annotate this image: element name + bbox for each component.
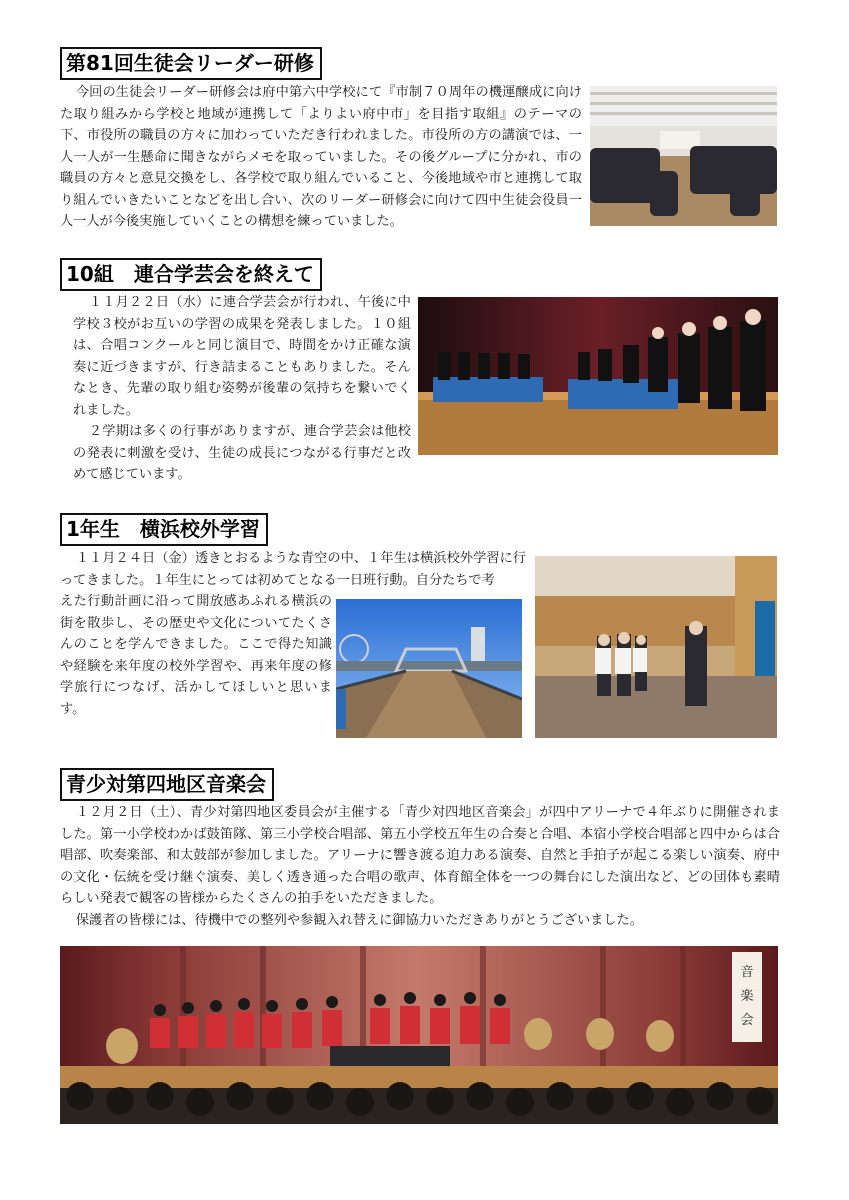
concert-banner-char-1: 音 (740, 965, 754, 980)
section-heading-leader-training: 第81回生徒会リーダー研修 (60, 47, 322, 80)
yokohama-hall-photo (535, 556, 777, 738)
joint-art-festival-photo (418, 297, 778, 455)
music-concert-paragraph-2: 保護者の皆様には、待機中での整列や参観入れ替えに御協力いただきありがとうございました。 (75, 912, 643, 928)
joint-art-festival-paragraph-1: １１月２２日（水）に連合学芸会が行われ、午後に中学校３校がお互いの学習の成果を発表しました。１０組は、合唱コンクールと同じ演目で、時間をかけ正確な演奏に近づきますが、行き詰まることもありました。そんなとき、先輩の取り組む姿勢が後輩の気持ちを繋いでくれました。 (73, 295, 411, 418)
joint-art-festival-paragraph-2: ２学期は多くの行事がありますが、連合学芸会は他校の発表に刺激を受け、生徒の成長につながる行事だと改めて感じています。 (73, 424, 411, 482)
music-concert-photo (60, 946, 778, 1124)
concert-banner-char-3: 会 (740, 1013, 754, 1028)
music-concert-text (60, 802, 780, 931)
leader-training-paragraph: 今回の生徒会リーダー研修会は府中第六中学校にて『市制７０周年の機運醸成に向けた取り組みから学校と地域が連携して「よりよい府中市」を目指す取組』のテーマの下、市役所の職員の方々に加わっていただき行われました。市役所の方の講演では、一人一人が一生懸命に聞きながらメモを取っていました。その後グループに分かれ、市の職員の方々と意見交換をし、各学校で取り組んでいること、今後地域や市と連携して取り組んでいきたいことなどを出し合い、次のリーダー研修会に向けて四中生徒会役員一人一人が今後実施していくことの構想を練っていました。 (60, 85, 582, 229)
yokohama-trip-rest-text (60, 591, 332, 720)
yokohama-trip-rest: えた行動計画に沿って開放感あふれる横浜の街を散歩し、その歴史や文化についてたくさんのことを学んできました。ここで得た知識や経験を来年度の校外学習や、再来年度の修学旅行につなげ、活かしてほしいと思います。 (60, 594, 332, 717)
yokohama-trip-lead-text (60, 548, 526, 591)
yokohama-bridge-photo (336, 599, 522, 738)
section-heading-joint-art-festival: 10組 連合学芸会を終えて (60, 258, 322, 291)
music-concert-paragraph-1: １２月２日（土）、青少対第四地区委員会が主催する「青少対四地区音楽会」が四中アリーナで４年ぶりに開催されました。第一小学校わかば鼓笛隊、第三小学校合唱部、第五小学校五年生の合奏と合唱、本宿小学校合唱部と四中からは合唱部、吹奏楽部、和太鼓部が参加しました。アリーナに響き渡る迫力ある演奏、自然と手拍子が起こる楽しい演奏、府中の文化・伝統を受け継ぐ演奏、美しく透き通った合唱の歌声、体育館全体を一つの舞台にした演出など、どの団体も素晴らしい発表で観客の皆様からたくさんの拍手をいただきました。 (60, 805, 780, 906)
leader-training-text (60, 82, 582, 233)
concert-banner-char-2: 楽 (740, 989, 754, 1004)
joint-art-festival-text (73, 292, 411, 486)
section-heading-yokohama-trip: 1年生 横浜校外学習 (60, 513, 268, 546)
section-heading-music-concert: 青少対第四地区音楽会 (60, 768, 274, 801)
yokohama-trip-lead: １１月２４日（金）透きとおるような青空の中、１年生は横浜校外学習に行ってきました。１年生にとっては初めてとなる一日班行動。自分たちで考 (60, 551, 526, 588)
leader-training-photo (590, 86, 777, 226)
